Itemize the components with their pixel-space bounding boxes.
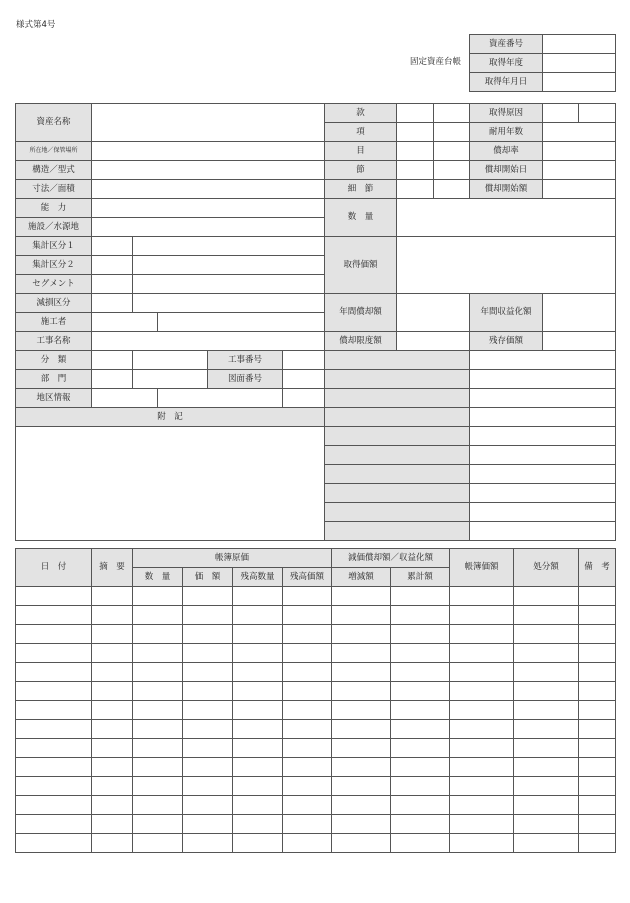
- asset-main-table: [15, 103, 616, 541]
- history-cell[interactable]: [391, 777, 450, 796]
- history-cell[interactable]: [283, 796, 332, 815]
- history-cell[interactable]: [16, 606, 92, 625]
- history-cell[interactable]: [283, 625, 332, 644]
- department-code[interactable]: [92, 370, 133, 389]
- drawing-number-label: 図面番号: [208, 370, 283, 389]
- kan-field-2[interactable]: [434, 104, 470, 123]
- history-cell[interactable]: [183, 834, 233, 853]
- asset-name-label: 資産名称: [16, 104, 92, 142]
- history-cell[interactable]: [283, 720, 332, 739]
- history-cell[interactable]: [514, 720, 579, 739]
- header-disposal: 処分額: [514, 549, 579, 587]
- history-cell[interactable]: [332, 587, 391, 606]
- extra-field-8[interactable]: [470, 484, 616, 503]
- history-cell[interactable]: [133, 606, 183, 625]
- setsu-field-2[interactable]: [434, 161, 470, 180]
- history-cell[interactable]: [450, 625, 514, 644]
- history-cell[interactable]: [133, 701, 183, 720]
- structure-field[interactable]: [92, 161, 325, 180]
- area-info-code[interactable]: [92, 389, 158, 408]
- history-cell[interactable]: [332, 625, 391, 644]
- area-info-field-2[interactable]: [283, 389, 325, 408]
- acquisition-reason-field-2[interactable]: [579, 104, 616, 123]
- contractor-label: 施工者: [16, 313, 92, 332]
- depreciation-start-amount-label: 償却開始額: [470, 180, 543, 199]
- history-cell[interactable]: [183, 644, 233, 663]
- history-cell[interactable]: [92, 739, 133, 758]
- history-cell[interactable]: [450, 701, 514, 720]
- setsu-label: 節: [325, 161, 397, 180]
- header-table: [469, 34, 616, 92]
- history-row: [16, 625, 616, 644]
- saisetsu-field-2[interactable]: [434, 180, 470, 199]
- history-cell[interactable]: [183, 815, 233, 834]
- area-info-label: 地区情報: [16, 389, 92, 408]
- history-cell[interactable]: [133, 758, 183, 777]
- history-cell[interactable]: [391, 587, 450, 606]
- history-cell[interactable]: [233, 796, 283, 815]
- facility-field[interactable]: [92, 218, 325, 237]
- history-row: [16, 644, 616, 663]
- history-cell[interactable]: [514, 663, 579, 682]
- history-row: [16, 796, 616, 815]
- history-cell[interactable]: [579, 625, 616, 644]
- extra-label-1: [325, 351, 470, 370]
- history-cell[interactable]: [514, 834, 579, 853]
- history-cell[interactable]: [233, 644, 283, 663]
- segment-code[interactable]: [92, 275, 133, 294]
- history-cell[interactable]: [133, 644, 183, 663]
- extra-field-3[interactable]: [470, 389, 616, 408]
- capacity-label: 能 力: [16, 199, 92, 218]
- header-quantity: 数 量: [133, 568, 183, 587]
- history-cell[interactable]: [514, 815, 579, 834]
- extra-label-8: [325, 484, 470, 503]
- structure-label: 構造／型式: [16, 161, 92, 180]
- kan-label: 款: [325, 104, 397, 123]
- header-summary: 摘 要: [92, 549, 133, 587]
- extra-label-3: [325, 389, 470, 408]
- acquisition-year-field[interactable]: [543, 54, 616, 73]
- history-cell[interactable]: [233, 739, 283, 758]
- contractor-field[interactable]: [158, 313, 325, 332]
- history-cell[interactable]: [332, 796, 391, 815]
- history-cell[interactable]: [233, 758, 283, 777]
- work-name-label: 工事名称: [16, 332, 92, 351]
- impairment-label: 減損区分: [16, 294, 92, 313]
- extra-field-1[interactable]: [470, 351, 616, 370]
- history-cell[interactable]: [283, 739, 332, 758]
- extra-label-6: [325, 446, 470, 465]
- history-cell[interactable]: [332, 720, 391, 739]
- history-cell[interactable]: [283, 606, 332, 625]
- history-cell[interactable]: [514, 644, 579, 663]
- header-remarks: 備 考: [579, 549, 616, 587]
- history-cell[interactable]: [579, 739, 616, 758]
- depreciation-rate-field[interactable]: [543, 142, 616, 161]
- history-cell[interactable]: [183, 625, 233, 644]
- history-cell[interactable]: [133, 720, 183, 739]
- history-row: [16, 663, 616, 682]
- history-cell[interactable]: [183, 777, 233, 796]
- header-balance-quantity: 残高数量: [233, 568, 283, 587]
- history-cell[interactable]: [233, 777, 283, 796]
- history-cell[interactable]: [391, 701, 450, 720]
- setsu-field[interactable]: [397, 161, 434, 180]
- history-cell[interactable]: [450, 606, 514, 625]
- history-cell[interactable]: [183, 796, 233, 815]
- history-cell[interactable]: [283, 682, 332, 701]
- acquisition-price-label: 取得価額: [325, 237, 397, 294]
- history-cell[interactable]: [450, 682, 514, 701]
- history-cell[interactable]: [391, 606, 450, 625]
- history-cell[interactable]: [514, 682, 579, 701]
- contractor-code[interactable]: [92, 313, 158, 332]
- size-field[interactable]: [92, 180, 325, 199]
- history-cell[interactable]: [16, 796, 92, 815]
- depreciation-start-date-field[interactable]: [543, 161, 616, 180]
- history-cell[interactable]: [332, 777, 391, 796]
- history-cell[interactable]: [332, 758, 391, 777]
- history-cell[interactable]: [183, 701, 233, 720]
- department-label: 部 門: [16, 370, 92, 389]
- capacity-field[interactable]: [92, 199, 325, 218]
- annual-depreciation-label: 年間償却額: [325, 294, 397, 332]
- history-cell[interactable]: [514, 625, 579, 644]
- history-cell[interactable]: [92, 720, 133, 739]
- history-cell[interactable]: [579, 796, 616, 815]
- history-row: [16, 834, 616, 853]
- history-cell[interactable]: [133, 625, 183, 644]
- history-cell[interactable]: [283, 644, 332, 663]
- history-cell[interactable]: [332, 682, 391, 701]
- history-cell[interactable]: [183, 720, 233, 739]
- header-cumulative: 累計額: [391, 568, 450, 587]
- extra-label-10: [325, 522, 470, 541]
- impairment-field[interactable]: [133, 294, 325, 313]
- extra-field-9[interactable]: [470, 503, 616, 522]
- useful-life-field[interactable]: [543, 123, 616, 142]
- kou-field-2[interactable]: [434, 123, 470, 142]
- history-cell[interactable]: [233, 701, 283, 720]
- work-number-field[interactable]: [283, 351, 325, 370]
- location-field[interactable]: [92, 142, 325, 161]
- history-cell[interactable]: [579, 777, 616, 796]
- history-row: [16, 739, 616, 758]
- extra-field-5[interactable]: [470, 427, 616, 446]
- kou-field[interactable]: [397, 123, 434, 142]
- moku-field-2[interactable]: [434, 142, 470, 161]
- history-cell[interactable]: [133, 739, 183, 758]
- drawing-number-field[interactable]: [283, 370, 325, 389]
- history-cell[interactable]: [133, 777, 183, 796]
- history-cell[interactable]: [579, 758, 616, 777]
- history-cell[interactable]: [391, 815, 450, 834]
- history-cell[interactable]: [579, 663, 616, 682]
- history-cell[interactable]: [16, 834, 92, 853]
- history-cell[interactable]: [391, 663, 450, 682]
- history-cell[interactable]: [183, 663, 233, 682]
- history-cell[interactable]: [16, 644, 92, 663]
- history-cell[interactable]: [391, 720, 450, 739]
- history-cell[interactable]: [332, 663, 391, 682]
- history-cell[interactable]: [133, 682, 183, 701]
- history-cell[interactable]: [233, 663, 283, 682]
- department-field[interactable]: [133, 370, 208, 389]
- history-cell[interactable]: [579, 815, 616, 834]
- size-label: 寸法／面積: [16, 180, 92, 199]
- history-row: [16, 758, 616, 777]
- history-cell[interactable]: [514, 587, 579, 606]
- extra-label-9: [325, 503, 470, 522]
- category-code[interactable]: [92, 351, 133, 370]
- aggregation-2-label: 集計区分２: [16, 256, 92, 275]
- history-cell[interactable]: [579, 701, 616, 720]
- history-cell[interactable]: [332, 701, 391, 720]
- history-cell[interactable]: [579, 682, 616, 701]
- location-label: 所在地／保管場所: [16, 142, 92, 161]
- history-row: [16, 606, 616, 625]
- history-cell[interactable]: [92, 777, 133, 796]
- history-cell[interactable]: [92, 834, 133, 853]
- history-cell[interactable]: [233, 720, 283, 739]
- extra-label-5: [325, 427, 470, 446]
- depreciation-rate-label: 償却率: [470, 142, 543, 161]
- history-cell[interactable]: [283, 701, 332, 720]
- history-cell[interactable]: [16, 720, 92, 739]
- depreciation-start-date-label: 償却開始日: [470, 161, 543, 180]
- header-change: 増減額: [332, 568, 391, 587]
- history-cell[interactable]: [133, 815, 183, 834]
- acquisition-year-label: 取得年度: [470, 54, 543, 73]
- acquisition-date-label: 取得年月日: [470, 73, 543, 92]
- history-row: [16, 720, 616, 739]
- history-cell[interactable]: [579, 587, 616, 606]
- history-cell[interactable]: [332, 644, 391, 663]
- work-number-label: 工事番号: [208, 351, 283, 370]
- history-row: [16, 815, 616, 834]
- history-cell[interactable]: [283, 587, 332, 606]
- depreciation-limit-label: 償却限度額: [325, 332, 397, 351]
- extra-field-4[interactable]: [470, 408, 616, 427]
- history-cell[interactable]: [16, 815, 92, 834]
- extra-field-6[interactable]: [470, 446, 616, 465]
- history-cell[interactable]: [391, 834, 450, 853]
- quantity-label: 数 量: [325, 199, 397, 237]
- history-cell[interactable]: [450, 796, 514, 815]
- saisetsu-field[interactable]: [397, 180, 434, 199]
- history-cell[interactable]: [450, 834, 514, 853]
- history-cell[interactable]: [391, 758, 450, 777]
- asset-number-field[interactable]: [543, 35, 616, 54]
- history-cell[interactable]: [579, 644, 616, 663]
- acquisition-reason-label: 取得原因: [470, 104, 543, 123]
- category-label: 分 類: [16, 351, 92, 370]
- history-cell[interactable]: [16, 587, 92, 606]
- history-cell[interactable]: [92, 587, 133, 606]
- history-cell[interactable]: [450, 663, 514, 682]
- history-cell[interactable]: [283, 758, 332, 777]
- history-cell[interactable]: [283, 815, 332, 834]
- history-cell[interactable]: [233, 815, 283, 834]
- history-row: [16, 777, 616, 796]
- notes-label: 附 記: [16, 408, 325, 427]
- history-cell[interactable]: [16, 682, 92, 701]
- history-cell[interactable]: [391, 796, 450, 815]
- header-book-original: 帳簿原価: [133, 549, 332, 568]
- history-cell[interactable]: [514, 739, 579, 758]
- history-cell[interactable]: [332, 815, 391, 834]
- history-cell[interactable]: [514, 606, 579, 625]
- segment-label: セグメント: [16, 275, 92, 294]
- history-cell[interactable]: [514, 701, 579, 720]
- extra-label-7: [325, 465, 470, 484]
- aggregation-2-field[interactable]: [133, 256, 325, 275]
- header-book-value: 帳簿価額: [450, 549, 514, 587]
- history-cell[interactable]: [92, 796, 133, 815]
- history-cell[interactable]: [16, 739, 92, 758]
- history-cell[interactable]: [16, 663, 92, 682]
- history-cell[interactable]: [391, 644, 450, 663]
- header-date: 日 付: [16, 549, 92, 587]
- history-cell[interactable]: [283, 834, 332, 853]
- moku-field[interactable]: [397, 142, 434, 161]
- history-cell[interactable]: [233, 834, 283, 853]
- history-cell[interactable]: [579, 606, 616, 625]
- history-cell[interactable]: [183, 606, 233, 625]
- history-cell[interactable]: [579, 834, 616, 853]
- residual-value-field[interactable]: [543, 332, 616, 351]
- history-cell[interactable]: [391, 682, 450, 701]
- history-row: [16, 682, 616, 701]
- acquisition-reason-field[interactable]: [543, 104, 579, 123]
- saisetsu-label: 細 節: [325, 180, 397, 199]
- facility-label: 施設／水源地: [16, 218, 92, 237]
- history-cell[interactable]: [92, 682, 133, 701]
- aggregation-1-field[interactable]: [133, 237, 325, 256]
- history-cell[interactable]: [233, 682, 283, 701]
- history-cell[interactable]: [450, 587, 514, 606]
- history-cell[interactable]: [332, 606, 391, 625]
- aggregation-1-code[interactable]: [92, 237, 133, 256]
- asset-name-field[interactable]: [92, 104, 325, 142]
- aggregation-1-label: 集計区分１: [16, 237, 92, 256]
- area-info-field[interactable]: [158, 389, 283, 408]
- history-body: [16, 587, 616, 853]
- extra-field-2[interactable]: [470, 370, 616, 389]
- history-cell[interactable]: [16, 777, 92, 796]
- acquisition-price-field[interactable]: [397, 237, 616, 294]
- history-cell[interactable]: [92, 758, 133, 777]
- useful-life-label: 耐用年数: [470, 123, 543, 142]
- history-cell[interactable]: [514, 758, 579, 777]
- moku-label: 目: [325, 142, 397, 161]
- extra-field-10[interactable]: [470, 522, 616, 541]
- annual-depreciation-field[interactable]: [397, 294, 470, 332]
- category-field[interactable]: [133, 351, 208, 370]
- history-cell[interactable]: [92, 815, 133, 834]
- history-cell[interactable]: [183, 739, 233, 758]
- history-cell[interactable]: [233, 587, 283, 606]
- extra-field-7[interactable]: [470, 465, 616, 484]
- impairment-code[interactable]: [92, 294, 133, 313]
- history-cell[interactable]: [133, 663, 183, 682]
- history-table: [15, 548, 616, 853]
- history-cell[interactable]: [92, 606, 133, 625]
- history-cell[interactable]: [450, 720, 514, 739]
- history-cell[interactable]: [133, 796, 183, 815]
- aggregation-2-code[interactable]: [92, 256, 133, 275]
- history-cell[interactable]: [133, 587, 183, 606]
- kan-field[interactable]: [397, 104, 434, 123]
- history-cell[interactable]: [92, 701, 133, 720]
- work-name-field[interactable]: [92, 332, 325, 351]
- history-cell[interactable]: [233, 625, 283, 644]
- history-row: [16, 587, 616, 606]
- annual-revenue-field[interactable]: [543, 294, 616, 332]
- history-cell[interactable]: [183, 682, 233, 701]
- history-cell[interactable]: [514, 796, 579, 815]
- history-cell[interactable]: [332, 739, 391, 758]
- history-cell[interactable]: [16, 758, 92, 777]
- history-cell[interactable]: [391, 739, 450, 758]
- history-cell[interactable]: [450, 777, 514, 796]
- history-cell[interactable]: [283, 777, 332, 796]
- header-amount: 価 額: [183, 568, 233, 587]
- depreciation-limit-field[interactable]: [397, 332, 470, 351]
- history-cell[interactable]: [16, 625, 92, 644]
- kou-label: 項: [325, 123, 397, 142]
- history-cell[interactable]: [183, 587, 233, 606]
- history-cell[interactable]: [92, 625, 133, 644]
- history-cell[interactable]: [450, 739, 514, 758]
- ledger-title: 固定資産台帳: [410, 57, 462, 67]
- extra-label-2: [325, 370, 470, 389]
- residual-value-label: 残存価額: [470, 332, 543, 351]
- form-number: 様式第4号: [16, 20, 56, 30]
- extra-label-4: [325, 408, 470, 427]
- history-cell[interactable]: [514, 777, 579, 796]
- history-cell[interactable]: [92, 663, 133, 682]
- acquisition-date-field[interactable]: [543, 73, 616, 92]
- history-row: [16, 701, 616, 720]
- history-cell[interactable]: [450, 758, 514, 777]
- history-cell[interactable]: [332, 834, 391, 853]
- history-cell[interactable]: [92, 644, 133, 663]
- annual-revenue-label: 年間収益化額: [470, 294, 543, 332]
- notes-area[interactable]: [16, 427, 325, 541]
- history-cell[interactable]: [450, 644, 514, 663]
- asset-number-label: 資産番号: [470, 35, 543, 54]
- quantity-field[interactable]: [397, 199, 616, 237]
- depreciation-start-amount-field[interactable]: [543, 180, 616, 199]
- history-cell[interactable]: [16, 701, 92, 720]
- history-cell[interactable]: [283, 663, 332, 682]
- history-cell[interactable]: [183, 758, 233, 777]
- history-cell[interactable]: [391, 625, 450, 644]
- history-cell[interactable]: [579, 720, 616, 739]
- history-cell[interactable]: [450, 815, 514, 834]
- header-balance-amount: 残高価額: [283, 568, 332, 587]
- history-cell[interactable]: [133, 834, 183, 853]
- history-cell[interactable]: [233, 606, 283, 625]
- header-depreciation-revenue: 減価償却額／収益化額: [332, 549, 450, 568]
- segment-field[interactable]: [133, 275, 325, 294]
